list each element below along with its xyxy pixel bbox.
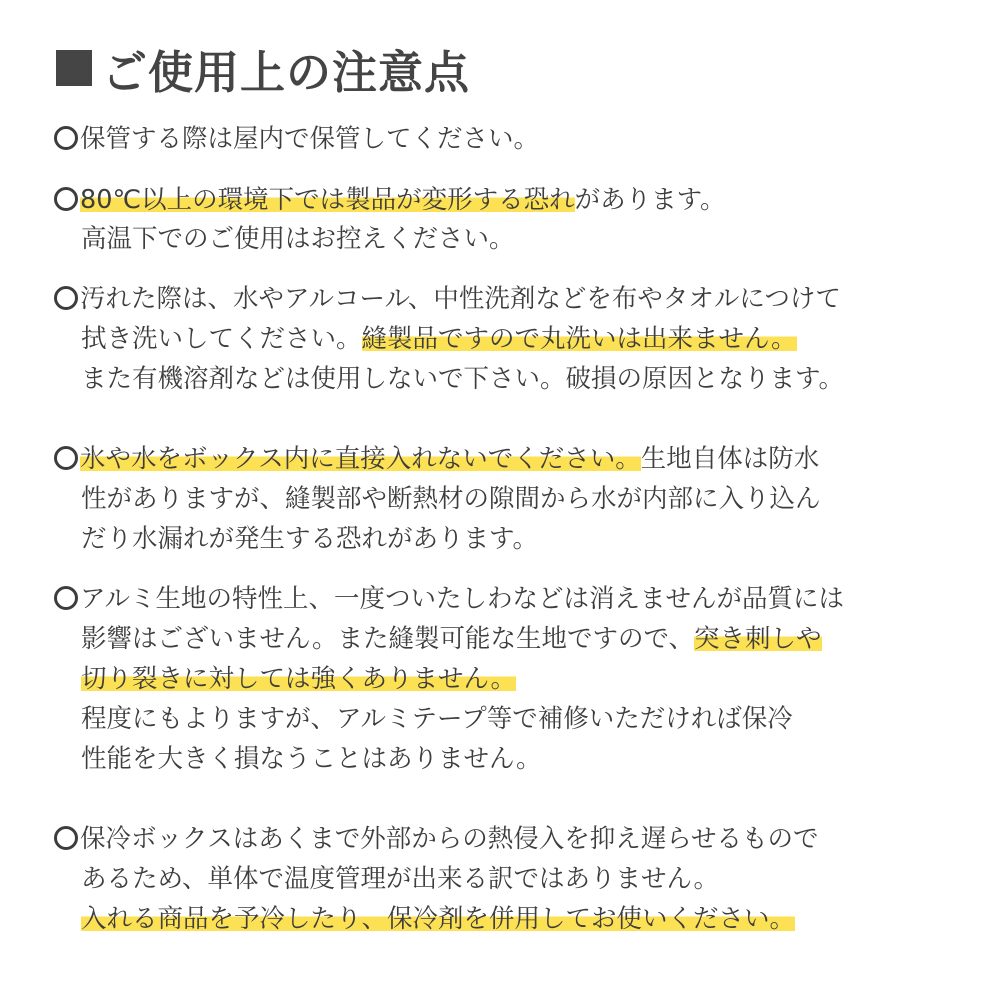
line-text: だり水漏れが発生する恐れがあります。 — [81, 524, 538, 554]
notice-2-line-2 — [81, 222, 515, 256]
line-text: 性がありますが、縫製部や断熱材の隙間から水が内部に入り込ん — [81, 484, 821, 514]
notice-6-line-2 — [81, 862, 719, 896]
heading-square-icon — [56, 50, 92, 86]
notice-3-line-3 — [81, 362, 844, 396]
line-text: 高温下でのご使用はお控えください。 — [81, 224, 515, 254]
notice-4-line-3 — [81, 522, 538, 556]
notice-2-line-1 — [54, 183, 726, 217]
line-highlight: 縫製品ですので丸洗いは出来ません。 — [361, 324, 797, 354]
line-text: 拭き洗いしてください。 — [81, 324, 362, 354]
line-text: あるため、単体で温度管理が出来る訳ではありません。 — [81, 864, 720, 894]
line-text: 生地自体は防水 — [640, 444, 820, 474]
line-text: 保冷ボックスはあくまで外部からの熱侵入を抑え遅らせるもので — [80, 824, 819, 854]
line-text: また有機溶剤などは使用しないで下さい。破損の原因となります。 — [81, 364, 844, 394]
notice-6-line-3 — [81, 902, 795, 936]
line-text: があります。 — [574, 185, 726, 215]
notice-6-line-1 — [54, 822, 818, 856]
circle-bullet-icon — [54, 126, 78, 150]
circle-bullet-icon — [54, 446, 78, 470]
line-text: 程度にもよりますが、アルミテープ等で補修いただければ保冷 — [81, 704, 793, 734]
circle-bullet-icon — [54, 586, 78, 610]
notice-5-line-3 — [81, 662, 516, 696]
notice-5-line-4 — [81, 702, 793, 736]
circle-bullet-icon — [54, 286, 78, 310]
line-highlight: 80℃以上の環境下では製品が変形する恐れ — [80, 185, 575, 215]
notice-1-line-1 — [54, 122, 539, 156]
line-highlight: 突き刺しや — [694, 624, 822, 654]
heading — [56, 38, 470, 98]
notice-3-line-1 — [54, 282, 841, 316]
notice-5-line-1 — [54, 582, 844, 616]
line-text: 汚れた際は、水やアルコール、中性洗剤などを布やタオルにつけて — [80, 284, 841, 314]
notice-4-line-2 — [81, 482, 821, 516]
line-text: 影響はございません。また縫製可能な生地ですので、 — [81, 624, 695, 654]
notice-3-line-2 — [81, 322, 797, 356]
line-highlight: 氷や水をボックス内に直接入れないでください。 — [80, 444, 641, 474]
circle-bullet-icon — [54, 826, 78, 850]
notice-5-line-2 — [81, 622, 822, 656]
line-highlight: 入れる商品を予冷したり、保冷剤を併用してお使いください。 — [81, 904, 796, 934]
line-text: 保管する際は屋内で保管してください。 — [80, 124, 540, 154]
line-highlight: 切り裂きに対しては強くありません。 — [81, 664, 517, 694]
notice-4-line-1 — [54, 442, 819, 476]
circle-bullet-icon — [54, 187, 78, 211]
notice-5-line-5 — [81, 742, 542, 776]
page-title: ご使用上の注意点 — [102, 45, 471, 99]
line-text: 性能を大きく損なうことはありません。 — [81, 744, 542, 774]
line-text: アルミ生地の特性上、一度ついたしわなどは消えませんが品質には — [80, 584, 844, 614]
